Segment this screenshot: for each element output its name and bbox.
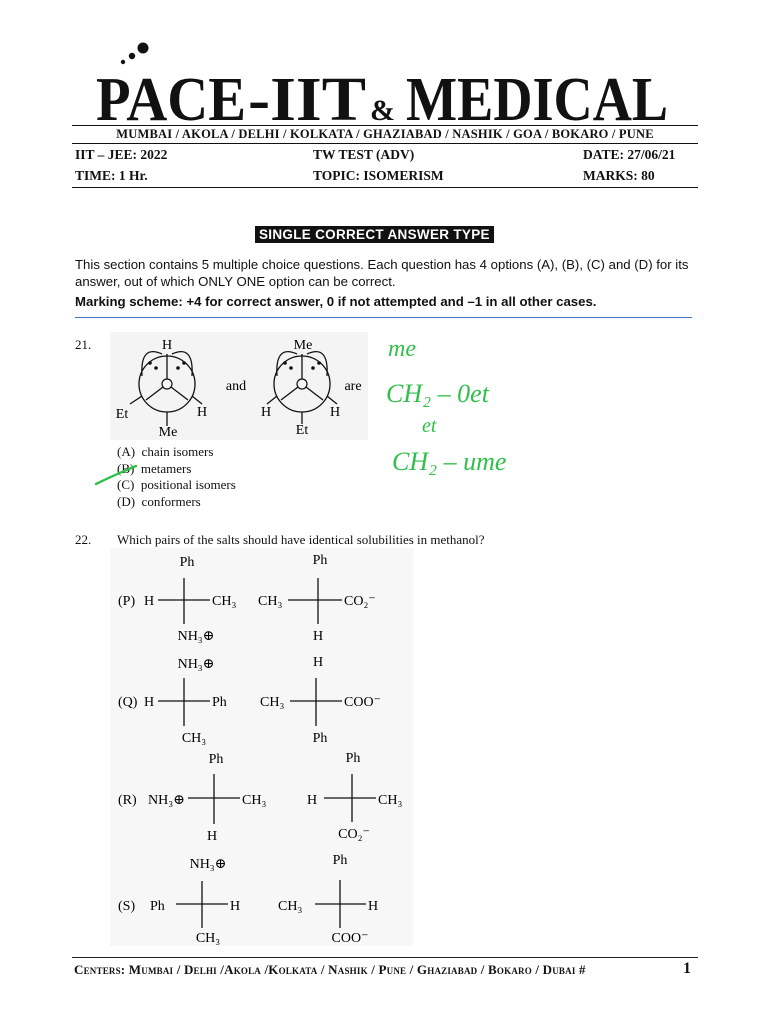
q22-fischer-figure [110,548,415,948]
newman2-right: H [329,405,341,420]
s-a-top: NH₃⊕ [189,857,227,872]
r-a-left: NH₃⊕ [148,793,185,808]
r-a-bottom: H [206,829,218,844]
pair-s-label: (S) [118,899,136,914]
option-letter: (A) [117,444,136,459]
s-a-right: H [230,899,241,914]
logo-iit: -IIT [248,66,366,126]
q22-number: 22. [75,532,92,547]
test-time: TIME: 1 Hr. [75,168,148,183]
handwriting-svg [382,330,582,480]
q22-question: Which pairs of the salts should have identical solubilities in methanol? [117,532,485,547]
handwriting-line-4: CH₂ – ume [392,447,507,476]
r-b-bottom: CO₂⁻ [338,827,370,842]
section-divider [75,317,692,318]
header-rule-bottom [72,187,698,188]
p-b-bottom: H [312,629,324,644]
logo-pace: PACE [96,66,246,126]
newman1-top: H [161,338,173,353]
q-a-bottom: CH₃ [181,731,207,746]
test-name: TW TEST (ADV) [313,147,415,162]
r-b-top: Ph [345,751,361,766]
q21-option-a [117,444,213,460]
header-rule-2 [72,143,698,144]
p-a-bottom: NH₃⊕ [177,629,215,644]
pair-q-label: (Q) [118,695,138,710]
exam-name: IIT – JEE: 2022 [75,147,168,162]
option-text: metamers [140,461,192,476]
header-rule-top [72,125,698,126]
option-letter: (D) [117,494,136,509]
handwritten-notes [382,330,582,485]
logo-dot-large [138,43,149,54]
handwriting-line-1: me [388,336,416,362]
r-b-left: H [307,793,318,808]
r-a-right: CH₃ [242,793,267,808]
logo-medical: MEDICAL [406,66,668,126]
q-b-top: H [312,655,324,670]
footer-centers: Centers: Mumbai / Delhi /Akola /Kolkata / Nashik / Pune / Ghaziabad / Bokaro / Dubai # [74,962,586,977]
test-topic: TOPIC: ISOMERISM [313,168,444,183]
q-b-left: CH₃ [260,695,285,710]
r-b-right: CH₃ [378,793,403,808]
s-b-bottom: COO⁻ [331,931,369,946]
p-b-left: CH₃ [258,594,283,609]
header-centers: MUMBAI / AKOLA / DELHI / KOLKATA / GHAZIABAD / NASHIK / GOA / BOKARO / PUNE [116,127,654,141]
q-a-top: NH₃⊕ [177,657,215,672]
s-a-bottom: CH₃ [195,931,221,946]
p-b-top: Ph [312,553,328,568]
handwriting-line-2: CH₂ – 0et [386,379,489,408]
newman2-left: H [260,405,272,420]
option-text: conformers [141,494,201,509]
s-a-left: Ph [150,899,165,914]
q-a-left: H [144,695,155,710]
q-b-bottom: Ph [312,731,328,746]
pace-logo [88,36,688,126]
section-intro: This section contains 5 multiple choice questions. Each question has 4 options (A), (B), (C) and (D) for its answer, out of which ONLY ONE option can be correct. [75,257,689,289]
answer-tick-mark [92,462,140,488]
q21-and: and [225,379,247,394]
marking-scheme: Marking scheme: +4 for correct answer, 0 if not attempted and –1 in all other cases. [75,294,597,309]
option-text: chain isomers [141,444,214,459]
s-b-left: CH₃ [278,899,303,914]
p-a-right: CH₃ [212,594,237,609]
p-a-top: Ph [179,555,195,570]
newman1-right: H [196,405,208,420]
s-b-right: H [368,899,379,914]
newman2-top: Me [293,338,313,353]
r-a-top: Ph [208,752,224,767]
footer-rule [72,957,698,958]
newman1-left: Et [115,407,129,422]
pair-p-label: (P) [118,594,136,609]
section-banner: SINGLE CORRECT ANSWER TYPE [255,226,494,243]
option-letter: (C) [117,477,135,492]
q21-newman-figure [110,332,370,442]
handwriting-line-3: et [422,415,437,437]
q-b-right: COO⁻ [344,695,381,710]
option-letter: (B) [117,461,135,476]
s-b-top: Ph [332,853,348,868]
p-b-right: CO₂⁻ [344,594,376,609]
page-number: 1 [683,960,691,977]
q21-are: are [344,379,362,394]
option-text: positional isomers [140,477,236,492]
test-marks: MARKS: 80 [583,168,655,183]
test-date: DATE: 27/06/21 [583,147,676,162]
logo-dot-medium [129,53,135,59]
q21-number: 21. [75,337,92,352]
newman1-bottom: Me [158,425,178,440]
logo-dot-small [121,60,125,64]
q21-option-d [117,494,201,510]
p-a-left: H [144,594,155,609]
logo-ampersand: & [370,94,395,126]
q-a-right: Ph [212,695,227,710]
pair-r-label: (R) [118,793,137,808]
newman2-bottom: Et [295,423,309,438]
